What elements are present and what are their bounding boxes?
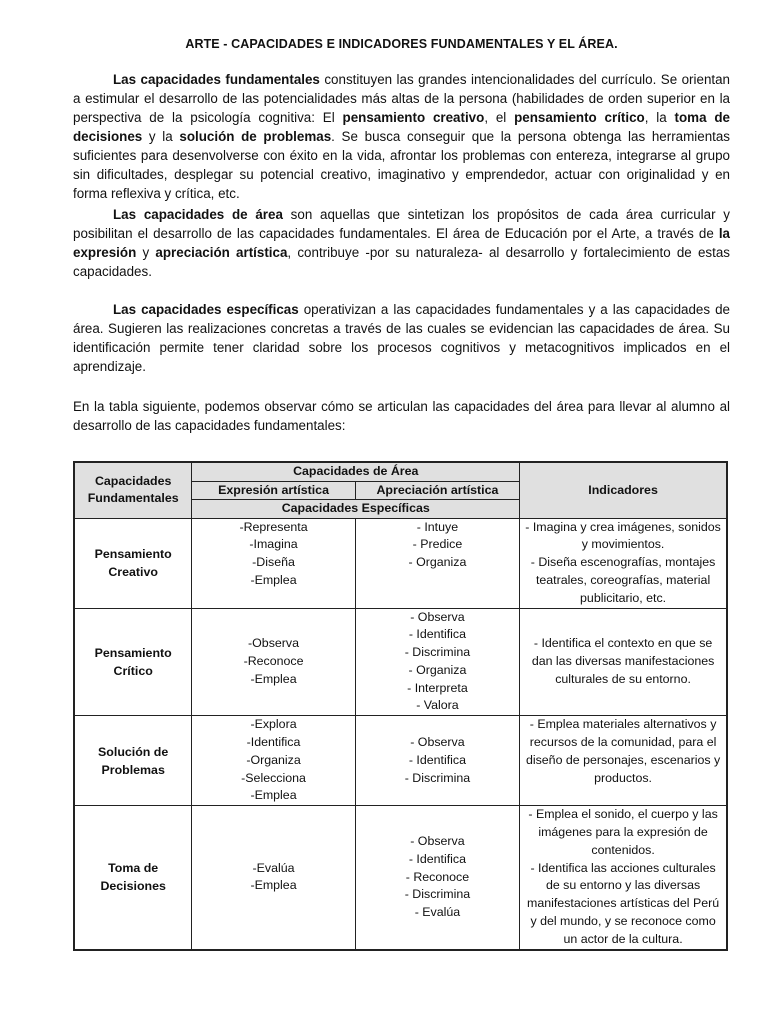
paragraph-tabla-intro: En la tabla siguiente, podemos observar cómo se articulan las capacidades del área para llevar al alumno al desarrollo de las capacidades fundamentales: (73, 399, 730, 433)
list-item: -Diseña (252, 555, 295, 570)
list-item: - Observa (410, 609, 465, 624)
indicadores-cell (520, 518, 727, 608)
table-row (74, 518, 727, 608)
list-item: -Emplea (250, 572, 297, 587)
indicator-item: - Diseña escenografías, montajes teatrales, coreografías, material publicitario, etc. (530, 555, 716, 605)
bold-text: pensamiento crítico (514, 110, 645, 125)
list-item: - Discrimina (404, 770, 471, 785)
header-capacidades-area: Capacidades de Área (192, 462, 520, 481)
list-item: -Organiza (246, 752, 301, 767)
indicadores-cell (520, 806, 727, 950)
apreciacion-cell (355, 518, 519, 608)
list-item: - Intuye (416, 519, 459, 534)
row-label: Solución de Problemas (74, 716, 192, 806)
apreciacion-cell (355, 716, 519, 806)
list-item: - Discrimina (404, 887, 471, 902)
header-expresion-artistica: Expresión artística (192, 481, 355, 499)
indicator-item: - Identifica el contexto en que se dan las diversas manifestaciones culturales de su entorno. (531, 636, 715, 686)
expresion-cell (192, 518, 355, 608)
list-item: -Emplea (250, 671, 297, 686)
bold-text: pensamiento creativo (342, 110, 485, 125)
row-label: Pensamiento Crítico (74, 608, 192, 716)
text: , contribuye -por su naturaleza- al desarrollo y fortalecimiento de estas capacidades. (73, 245, 730, 279)
list-item: -Evalúa (252, 860, 295, 875)
bold-text: Las capacidades específicas (113, 302, 299, 317)
document-title: ARTE - CAPACIDADES E INDICADORES FUNDAMENTALES Y EL ÁREA. (185, 37, 618, 51)
list-item: - Organiza (408, 555, 467, 570)
indicadores-cell (520, 716, 727, 806)
text: constituyen las grandes intencionalidades del currículo. Se orientan a estimular el desarrollo de las potencialidades más altas de la persona (habilidades de orden superior en la perspectiva de la psicología cognitiva: El (73, 72, 731, 125)
expresion-cell (192, 716, 355, 806)
text: son aquellas que sintetizan los propósitos de cada área curricular y posibilitan el desarrollo de las capacidades fundamentales. El área de Educación por el Arte, a través de (73, 207, 730, 241)
bold-text: toma de decisiones (73, 110, 730, 144)
header-apreciacion-artistica: Apreciación artística (355, 481, 519, 499)
text: . Se busca conseguir que la persona obtenga las herramientas suficientes para desenvolverse con éxito en la vida, afrontar los problemas con entereza, integrarse al grupo sin dificultades, desplegar su potencial creativo, imaginativo y emprendedor, actuar con originalidad y en forma reflexiva y crítica, etc. (73, 129, 731, 201)
row-label: Pensamiento Creativo (74, 518, 192, 608)
text: , el (484, 110, 515, 125)
text: y la (142, 129, 180, 144)
expresion-cell (192, 608, 355, 716)
list-item: -Representa (239, 519, 308, 534)
text: y (136, 245, 156, 260)
list-item: -Reconoce (243, 653, 304, 668)
header-capacidades-fundamentales: Capacidades Fundamentales (74, 462, 192, 518)
header-capacidades-especificas: Capacidades Específicas (192, 499, 520, 518)
list-item: -Explora (250, 717, 297, 732)
bold-text: Las capacidades fundamentales (113, 72, 320, 87)
list-item: - Identifica (408, 851, 467, 866)
list-item: -Identifica (246, 735, 301, 750)
list-item: - Observa (410, 833, 465, 848)
text: operativizan a las capacidades fundamentales y a las capacidades de área. Sugieren las realizaciones concretas a través de las cuales se evidencian las capacidades de área. Su identificación permite tener claridad sobre los procesos cognitivos y metacognitivos implicados en el aprendizaje. (73, 302, 730, 374)
list-item: - Identifica (408, 752, 467, 767)
list-item: - Observa (410, 735, 465, 750)
list-item: - Predice (412, 537, 463, 552)
row-label: Toma de Decisiones (74, 806, 192, 950)
text: , la (644, 110, 675, 125)
list-item: -Imagina (249, 537, 298, 552)
list-item: - Organiza (408, 662, 467, 677)
list-item: - Interpreta (407, 680, 468, 695)
list-item: -Emplea (250, 788, 297, 803)
list-item: - Identifica (408, 627, 467, 642)
apreciacion-cell (355, 608, 519, 716)
paragraph-capacidades-especificas (73, 300, 730, 376)
indicator-item: - Emplea materiales alternativos y recursos de la comunidad, para el diseño de personajes, escenarios y productos. (525, 717, 721, 785)
bold-text: apreciación artística (155, 245, 288, 260)
list-item: - Evalúa (414, 905, 461, 920)
paragraph-capacidades-area (73, 205, 730, 281)
paragraph-capacidades-fundamentales (73, 70, 730, 203)
table-row (74, 608, 727, 716)
indicator-item: - Emplea el sonido, el cuerpo y las imágenes para la expresión de contenidos. (528, 807, 718, 857)
list-item: - Reconoce (405, 869, 470, 884)
list-item: - Valora (416, 698, 459, 713)
list-item: -Selecciona (241, 770, 306, 785)
expresion-cell (192, 806, 355, 950)
list-item: - Discrimina (404, 645, 471, 660)
bold-text: Las capacidades de área (113, 207, 283, 222)
header-indicadores: Indicadores (520, 462, 727, 518)
bold-text: la expresión (73, 226, 730, 260)
table-row (74, 716, 727, 806)
indicator-item: - Imagina y crea imágenes, sonidos y movimientos. (525, 519, 721, 552)
capacidades-table (73, 461, 728, 951)
indicator-item: - Identifica las acciones culturales de su entorno y las diversas manifestaciones artísticas del Perú y del mundo, y se reconoce como un actor de la cultura. (527, 860, 720, 946)
list-item: -Observa (248, 636, 300, 651)
apreciacion-cell (355, 806, 519, 950)
table-row (74, 806, 727, 950)
list-item: -Emplea (250, 878, 297, 893)
bold-text: solución de problemas (179, 129, 332, 144)
indicadores-cell (520, 608, 727, 716)
